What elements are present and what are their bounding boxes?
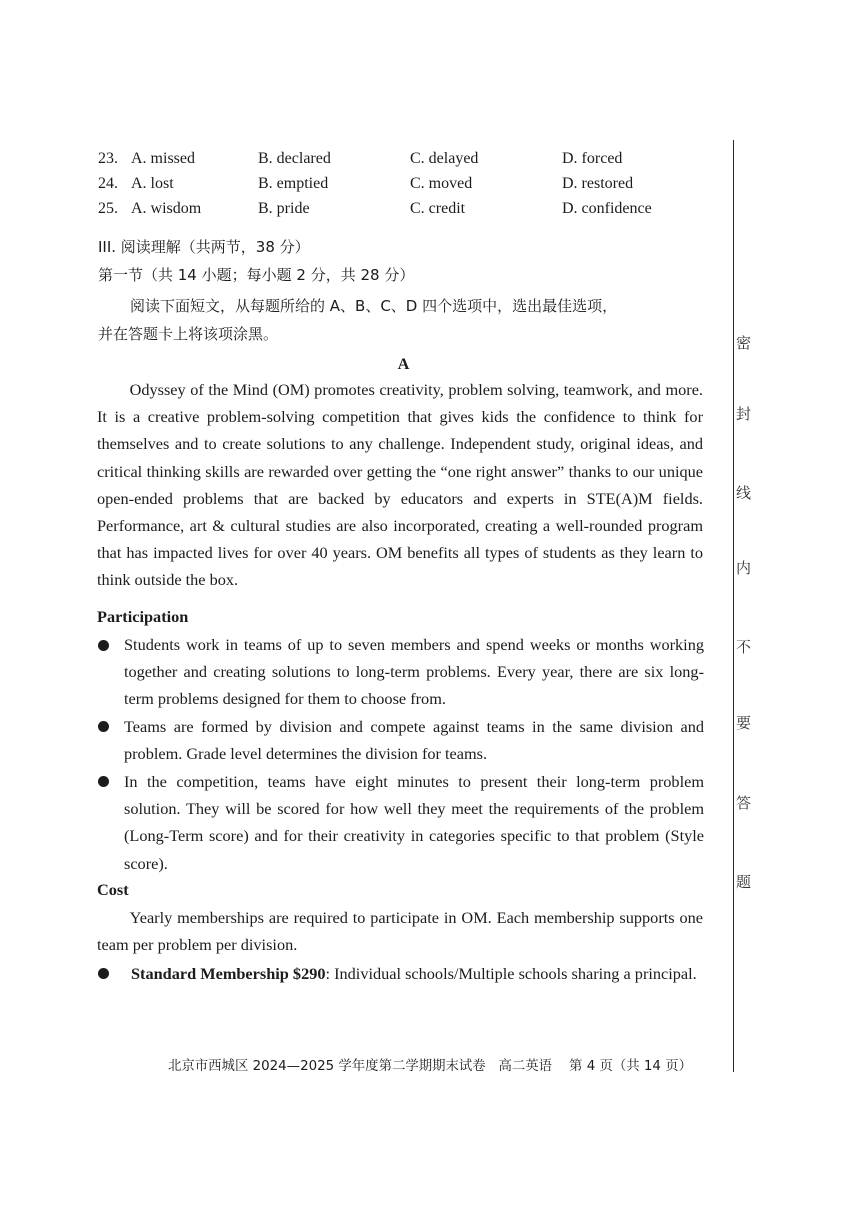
bullet-dot (98, 721, 109, 732)
seal-char: 题 (736, 873, 752, 891)
seal-char: 封 (736, 405, 752, 423)
participation-bullet: Students work in teams of up to seven members and spend weeks or months working together and creating solutions to long-term problems. Every year, there are six long-term problems designed for them to choose from. (124, 635, 704, 709)
bullet-dot (98, 776, 109, 787)
participation-heading: Participation (97, 607, 189, 626)
option-b: B. emptied (258, 175, 329, 192)
seal-char: 要 (736, 714, 752, 732)
seal-char: 答 (736, 794, 752, 812)
question-number: 25. (98, 200, 118, 217)
option-d: D. restored (562, 175, 634, 192)
section-title: III. 阅读理解（共两节，38 分） (98, 238, 310, 256)
seal-char: 内 (736, 559, 752, 577)
option-b: B. pride (258, 200, 310, 217)
option-c: C. moved (410, 175, 473, 192)
passage-letter: A (397, 354, 410, 373)
cost-heading: Cost (97, 880, 129, 899)
membership-item (131, 960, 703, 987)
option-d: D. confidence (562, 200, 652, 217)
question-number: 24. (98, 175, 118, 192)
seal-char: 密 (736, 334, 752, 352)
option-b: B. declared (258, 150, 331, 167)
participation-bullet: Teams are formed by division and compete against teams in the same division and problem. Grade level determines the division for teams. (124, 717, 704, 764)
option-a: A. wisdom (131, 200, 202, 217)
option-c: C. credit (410, 200, 466, 217)
instruction-line-2: 并在答题卡上将该项涂黑。 (98, 325, 279, 343)
seal-char: 线 (736, 484, 752, 502)
option-a: A. missed (131, 150, 195, 167)
participation-bullet: In the competition, teams have eight minutes to present their long-term problem solution. They will be scored for how well they meet the requirements of the problem (Long-Term score) and for their creativity in categories specific to that problem (Style score). (124, 772, 704, 873)
question-number: 23. (98, 150, 118, 167)
passage-intro: Odyssey of the Mind (OM) promotes creativity, problem solving, teamwork, and more. It is a creative problem-solving competition that gives kids the confidence to think for themselves and to create solutions to any challenge. Independent study, original ideas, and critical thinking skills are rewarded over getting the “one right answer” thanks to our unique open-ended problems that are backed by educators and experts in STE(A)M fields. Performance, art & cultural studies are also incorporated, creating a well-rounded program that has impacted lives for over 40 years. OM benefits all types of students as they learn to think outside the box. (97, 380, 703, 590)
cost-text: Yearly memberships are required to participate in OM. Each membership supports one team per problem per division. (97, 908, 703, 955)
instruction-line-1: 阅读下面短文，从每题所给的 A、B、C、D 四个选项中，选出最佳选项， (130, 297, 618, 315)
seal-line (733, 140, 734, 1072)
membership-text: : Individual schools/Multiple schools sharing a principal. (325, 964, 697, 983)
seal-char: 不 (736, 638, 752, 656)
option-d: D. forced (562, 150, 623, 167)
option-c: C. delayed (410, 150, 479, 167)
section-subtitle: 第一节（共 14 小题；每小题 2 分，共 28 分） (98, 266, 415, 284)
option-a: A. lost (131, 175, 174, 192)
membership-label: Standard Membership $290 (131, 964, 326, 983)
page-footer: 北京市西城区 2024—2025 学年度第二学期期末试卷 高二英语 第 4 页（共 14 页） (168, 1059, 692, 1074)
bullet-dot (98, 968, 109, 979)
bullet-dot (98, 640, 109, 651)
